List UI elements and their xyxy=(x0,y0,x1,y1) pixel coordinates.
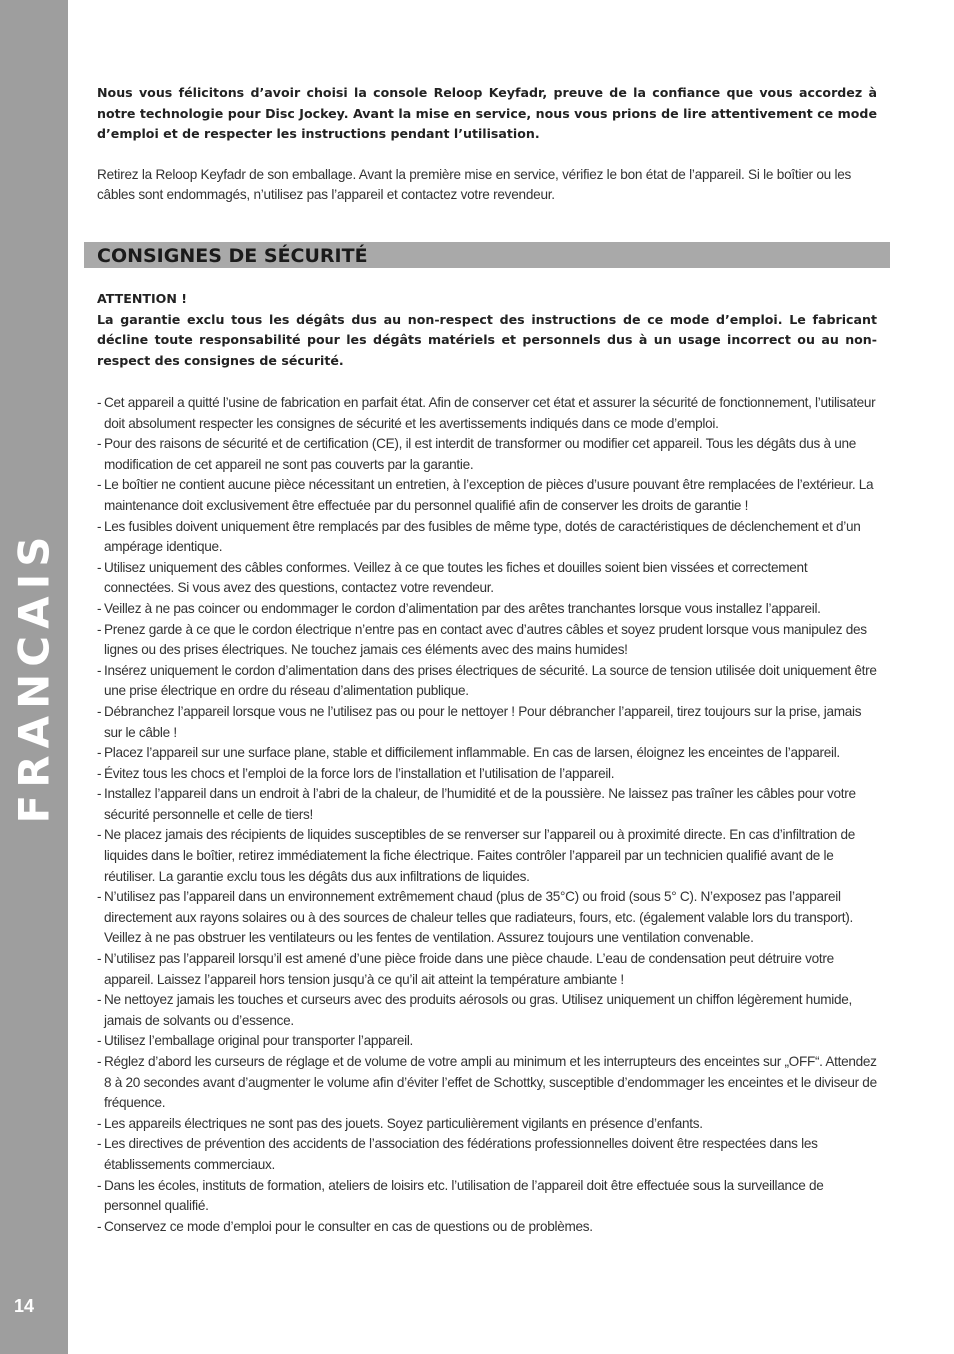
list-item: - Débranchez l’appareil lorsque vous ne l’utilisez pas ou pour le nettoyer ! Pour débrancher l’appareil, tirez toujours sur la prise, jamais sur le câble ! xyxy=(97,702,879,743)
list-item: - Évitez tous les chocs et l’emploi de la force lors de l’installation et l’utilisation de l’appareil. xyxy=(97,764,879,785)
language-label: FRANCAIS xyxy=(9,529,59,823)
section-title: CONSIGNES DE SÉCURITÉ xyxy=(97,245,368,267)
list-item: - N’utilisez pas l’appareil lorsqu’il est amené d’une pièce froide dans une pièce chaude. L’eau de condensation peut détruire votre appareil. Laissez l’appareil hors tension jusqu’à ce qu’il ait atteint la température ambiante ! xyxy=(97,949,879,990)
list-item: - Placez l’appareil sur une surface plane, stable et difficilement inflammable. En cas de larsen, éloignez les enceintes de l’appareil. xyxy=(97,743,879,764)
list-item: - Les appareils électriques ne sont pas des jouets. Soyez particulièrement vigilants en présence d’enfants. xyxy=(97,1114,879,1135)
list-item: - Prenez garde à ce que le cordon électrique n’entre pas en contact avec d’autres câbles et soyez prudent lorsque vous manipulez des lignes ou des prises électriques. Ne touchez jamais ces éléments avec des mains humides! xyxy=(97,620,879,661)
list-item: - Les directives de prévention des accidents de l’association des fédérations professionnelles doivent être respectées dans les établissements commerciaux. xyxy=(97,1134,879,1175)
list-item: - Réglez d’abord les curseurs de réglage et de volume de votre ampli au minimum et les interrupteurs des enceintes sur „OFF“. Attendez 8 à 20 secondes avant d’augmenter le volume afin d’éviter l’effet de Schottky, susceptible d’endommager les enceintes et le diviseur de fréquence. xyxy=(97,1052,879,1114)
list-item: - Utilisez uniquement des câbles conformes. Veillez à ce que toutes les fiches et douilles soient bien vissées et correctement connectées. Si vous avez des questions, contactez votre revendeur. xyxy=(97,558,879,599)
list-item: - Utilisez l’emballage original pour transporter l’appareil. xyxy=(97,1031,879,1052)
list-item: - Dans les écoles, instituts de formation, ateliers de loisirs etc. l’utilisation de l’appareil doit être effectuée sous la surveillance de personnel qualifié. xyxy=(97,1176,879,1217)
list-item: - Installez l’appareil dans un endroit à l’abri de la chaleur, de l’humidité et de la poussière. Ne laissez pas traîner les câbles pour votre sécurité personnelle et celle de tiers! xyxy=(97,784,879,825)
intro-bold-paragraph: Nous vous félicitons d’avoir choisi la console Reloop Keyfadr, preuve de la confiance que vous accordez à notre technologie pour Disc Jockey. Avant la mise en service, nous vous prions de lire attentivement ce mode d’emploi et de respecter les instructions pendant l’utilisation. xyxy=(97,85,877,142)
list-item: - Insérez uniquement le cordon d’alimentation dans des prises électriques de sécurité. La source de tension utilisée doit uniquement être une prise électrique en ordre du réseau d’alimentation publique. xyxy=(97,661,879,702)
list-item: - Les fusibles doivent uniquement être remplacés par des fusibles de même type, dotés de caractéristiques de déclenchement et d’un ampérage identique. xyxy=(97,517,879,558)
warning-text: La garantie exclu tous les dégâts dus au non-respect des instructions de ce mode d’emploi. Le fabricant décline toute responsabilité pour les dégâts matériels et personnels dus à un usage incorrect ou au non-respect des consignes de sécurité. xyxy=(97,311,877,368)
section-header-bar xyxy=(84,242,890,268)
list-item: - Conservez ce mode d’emploi pour le consulter en cas de questions ou de problèmes. xyxy=(97,1217,879,1238)
list-item: - Ne placez jamais des récipients de liquides susceptibles de se renverser sur l’appareil ou à proximité directe. En cas d’infiltration de liquides dans le boîtier, retirez immédiatement la fiche électrique. Faites contrôler l’appareil par un technicien qualifié avant de le réutiliser. La garantie exclu tous les dégâts dus aux infiltrations de liquides. xyxy=(97,825,879,887)
list-item: - Le boîtier ne contient aucune pièce nécessitant un entretien, à l’exception de pièces d’usure pouvant être remplacées de l’extérieur. La maintenance doit exclusivement être effectuée par du personnel qualifié afin de conserver les droits de garantie ! xyxy=(97,475,879,516)
intro-paragraph: Retirez la Reloop Keyfadr de son emballage. Avant la première mise en service, vérifiez le bon état de l’appareil. Si le boîtier ou les câbles sont endommagés, n’utilisez pas l’appareil et contactez votre revendeur. xyxy=(97,166,852,203)
list-item: - Pour des raisons de sécurité et de certification (CE), il est interdit de transformer ou modifier cet appareil. Tous les dégâts dus à une modification de cet appareil ne sont pas couverts par la garantie. xyxy=(97,434,879,475)
safety-list xyxy=(97,393,879,1237)
list-item: - Ne nettoyez jamais les touches et curseurs avec des produits aérosols ou gras. Utilisez uniquement un chiffon légèrement humide, jamais de solvants ou d’essence. xyxy=(97,990,879,1031)
intro-block xyxy=(97,83,877,206)
list-item: - Cet appareil a quitté l’usine de fabrication en parfait état. Afin de conserver cet état et assurer la sécurité de fonctionnement, l’utilisateur doit absolument respecter les consignes de sécurité et les avertissements indiqués dans ce mode d’emploi. xyxy=(97,393,879,434)
page-number: 14 xyxy=(14,1296,35,1316)
warning-block xyxy=(97,289,877,371)
warning-title: ATTENTION ! xyxy=(97,291,188,306)
list-item: - Veillez à ne pas coincer ou endommager le cordon d’alimentation par des arêtes tranchantes lorsque vous installez l’appareil. xyxy=(97,599,879,620)
language-tab xyxy=(2,529,66,823)
list-item: - N’utilisez pas l’appareil dans un environnement extrêmement chaud (plus de 35°C) ou froid (sous 5° C). N’exposez pas l’appareil directement aux rayons solaires ou à des sources de chaleur telles que radiateurs, fours, etc. (également valable lors du transport). Veillez à ne pas obstruer les ventilateurs ou les fentes de ventilation. Assurez toujours une ventilation convenable. xyxy=(97,887,879,949)
language-sidebar xyxy=(0,0,68,1354)
